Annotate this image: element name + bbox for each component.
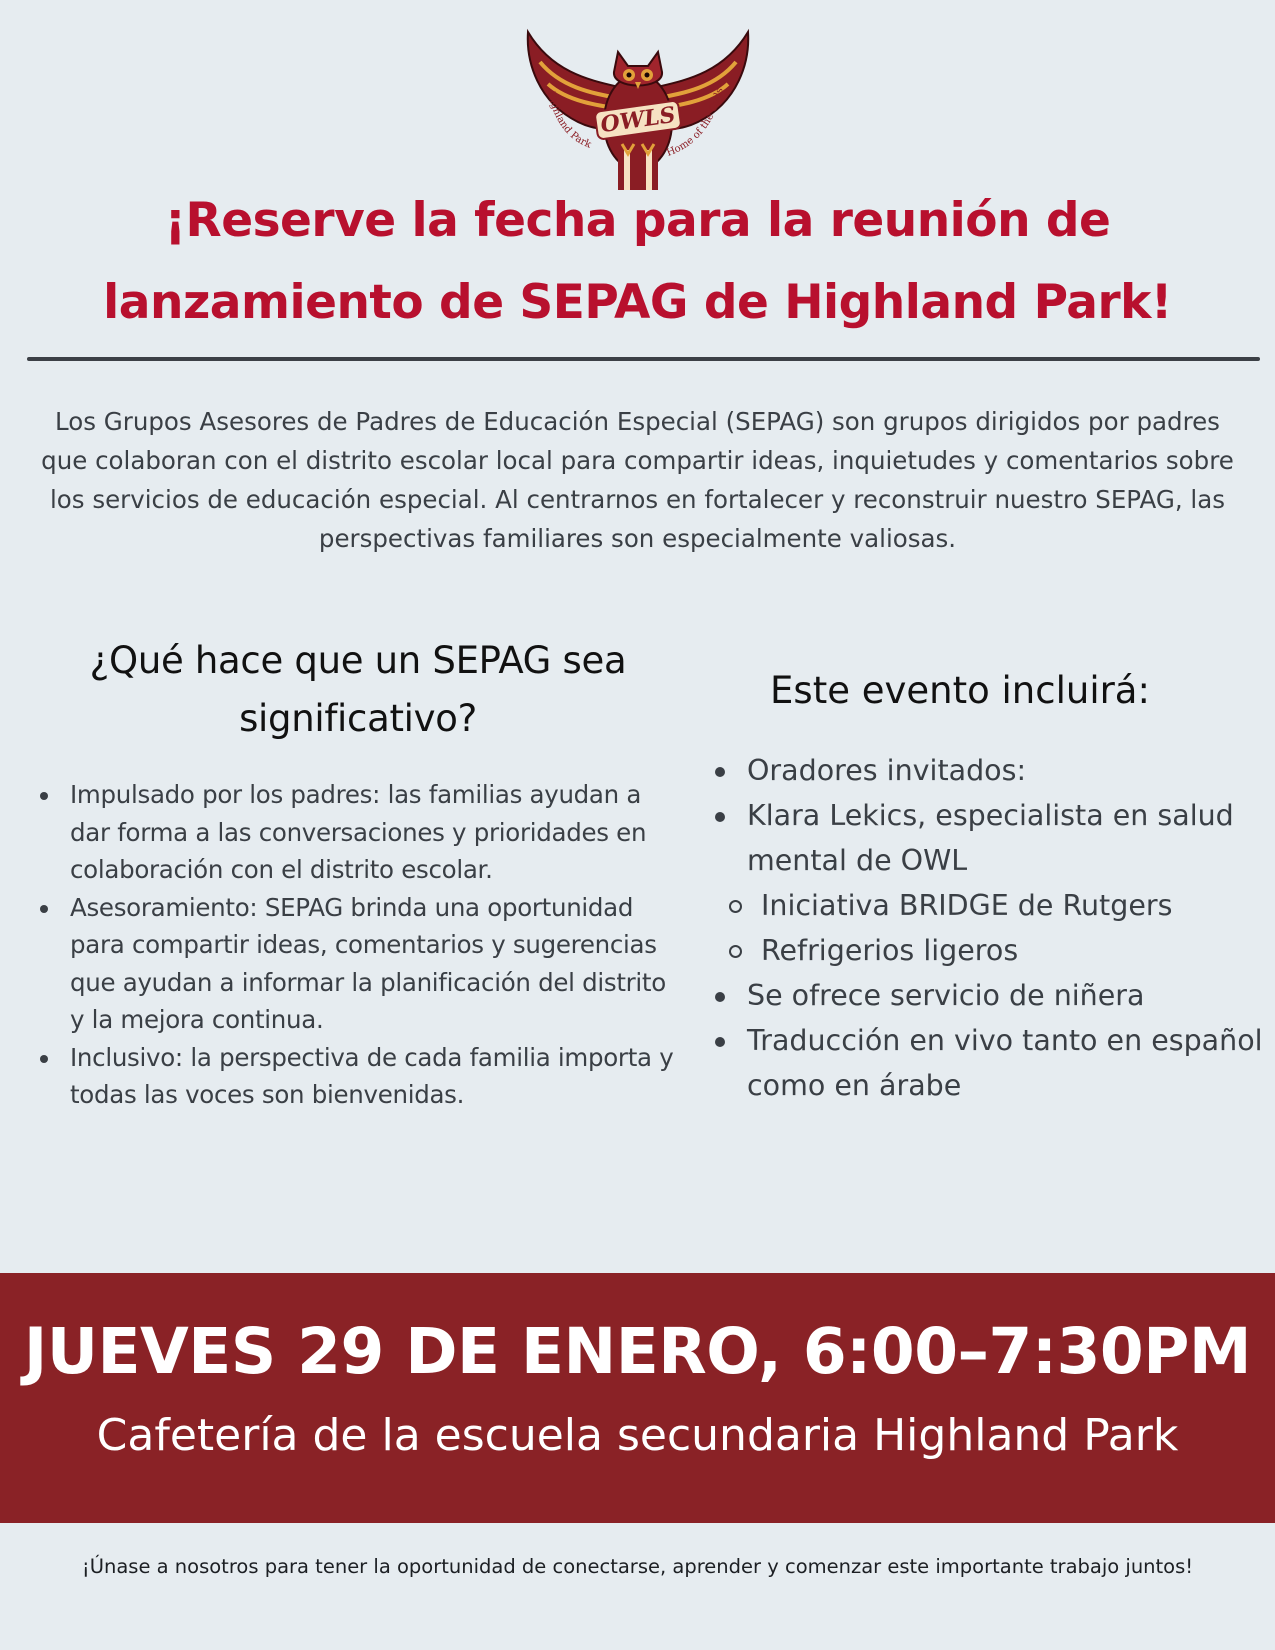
event-list bbox=[705, 748, 1265, 883]
event-list-continued bbox=[705, 973, 1265, 1108]
sub-list-item: Iniciativa BRIDGE de Rutgers bbox=[705, 883, 1265, 928]
title-line-1: ¡Reserve la fecha para la reunión de bbox=[164, 193, 1111, 248]
section-heading-event: Este evento incluirá: bbox=[770, 669, 1150, 712]
event-date-time: JUEVES 29 DE ENERO, 6:00–7:30PM bbox=[23, 1315, 1252, 1388]
intro-paragraph: Los Grupos Asesores de Padres de Educación Especial (SEPAG) son grupos dirigidos por padres que colaboran con el distrito escolar local para compartir ideas, inquietudes y comentarios sobre los servicios de educación especial. Al centrarnos en fortalecer y reconstruir nuestro SEPAG, las perspectivas familiares son especialmente valiosas. bbox=[41, 407, 1234, 553]
list-item: Oradores invitados: bbox=[705, 748, 1265, 793]
event-banner bbox=[0, 1273, 1275, 1523]
meaningful-list bbox=[38, 776, 678, 1114]
event-location: Cafetería de la escuela secundaria Highland Park bbox=[96, 1410, 1179, 1461]
logo-arc-left: Highland Park bbox=[545, 90, 593, 151]
list-item: Traducción en vivo tanto en español como en árabe bbox=[705, 1018, 1265, 1108]
meaningful-sepag-section bbox=[38, 632, 678, 1114]
section-heading-meaningful: ¿Qué hace que un SEPAG sea significativo? bbox=[89, 639, 627, 740]
list-item: Impulsado por los padres: las familias ayudan a dar forma a las conversaciones y prioridades en colaboración con el distrito escolar. bbox=[38, 776, 678, 889]
logo-wordmark: OWLS bbox=[598, 101, 678, 139]
title-line-2: lanzamiento de SEPAG de Highland Park! bbox=[103, 275, 1172, 330]
school-logo bbox=[518, 22, 758, 198]
divider bbox=[27, 357, 1260, 361]
footer-invitation: ¡Únase a nosotros para tener la oportunidad de conectarse, aprender y comenzar este importante trabajo juntos! bbox=[81, 1555, 1194, 1578]
sub-list-item: Refrigerios ligeros bbox=[705, 928, 1265, 973]
list-item: Inclusivo: la perspectiva de cada familia importa y todas las voces son bienvenidas. bbox=[38, 1039, 678, 1114]
event-includes-section bbox=[705, 662, 1265, 1108]
page-title bbox=[20, 180, 1255, 344]
logo-arc-right: Home of the Owls bbox=[665, 86, 726, 159]
event-sublist bbox=[705, 883, 1265, 973]
list-item: Se ofrece servicio de niñera bbox=[705, 973, 1265, 1018]
list-item: Klara Lekics, especialista en salud mental de OWL bbox=[705, 793, 1265, 883]
list-item: Asesoramiento: SEPAG brinda una oportunidad para compartir ideas, comentarios y sugerencias que ayudan a informar la planificación del distrito y la mejora continua. bbox=[38, 889, 678, 1039]
owl-mascot-icon bbox=[518, 22, 758, 198]
